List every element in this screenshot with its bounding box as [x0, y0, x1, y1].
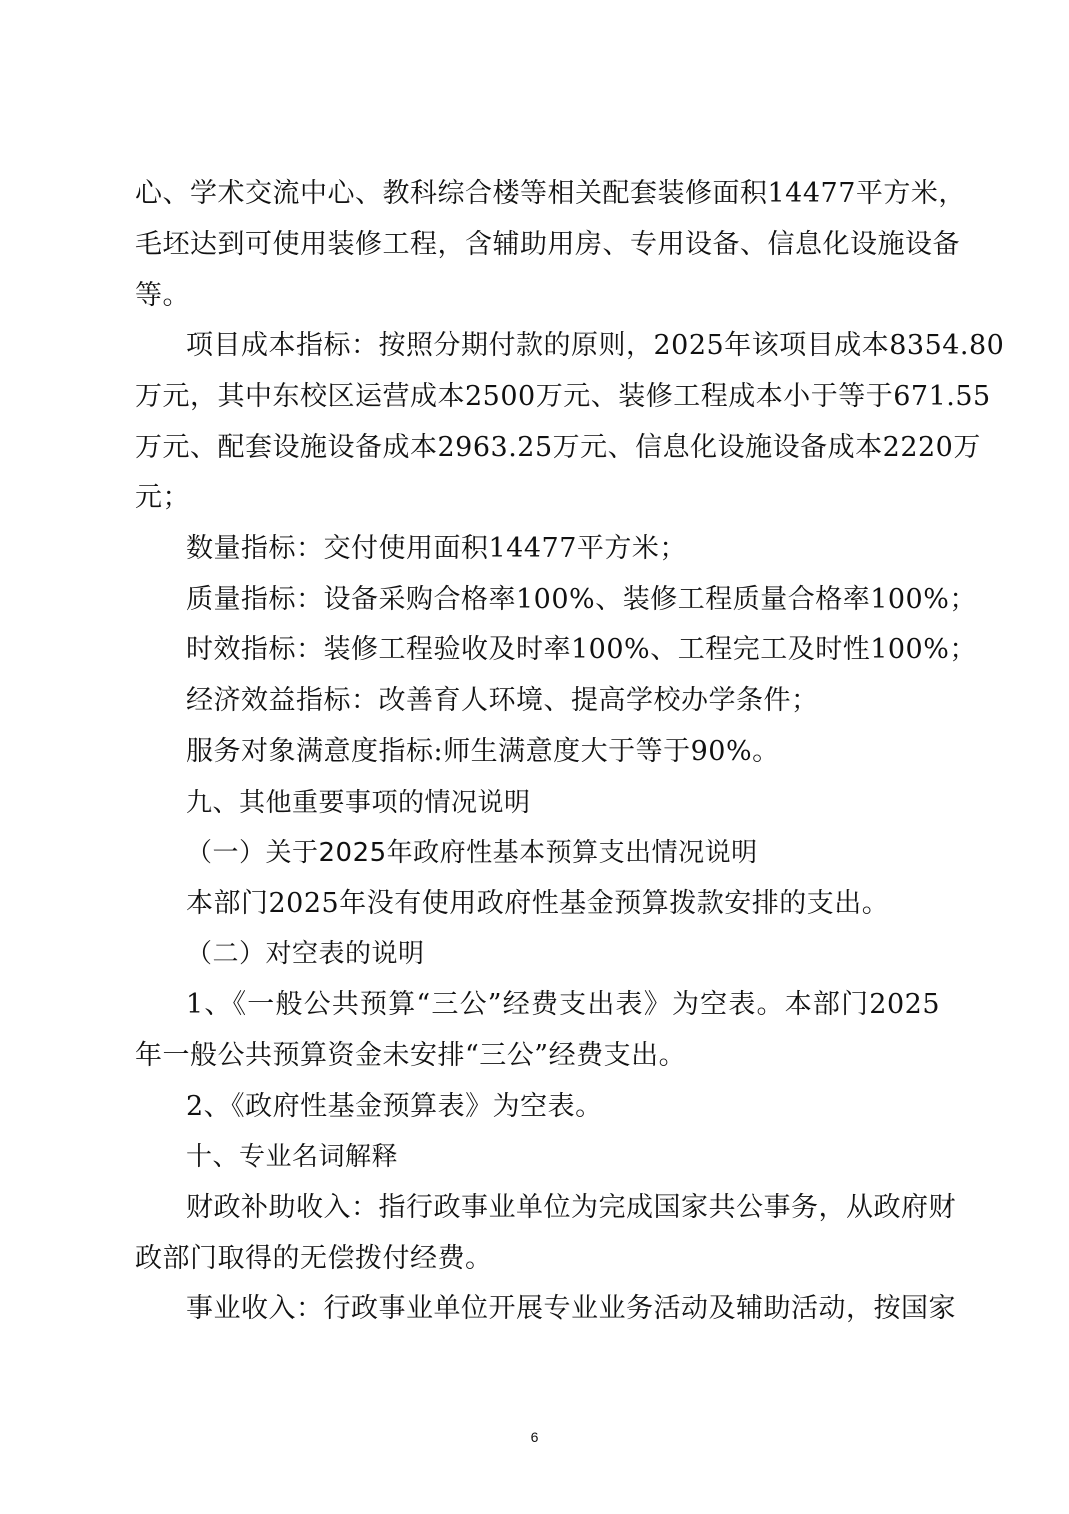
- timeliness-indicator: 时效指标：装修工程验收及时率100%、工程完工及时性100%；: [186, 634, 977, 665]
- text-line: 1、《一般公共预算“三公”经费支出表》为空表。本部门2025: [186, 989, 940, 1020]
- text-line: 等。: [135, 280, 190, 311]
- quality-indicator: 质量指标：设备采购合格率100%、装修工程质量合格率100%；: [186, 584, 977, 615]
- economic-benefit-indicator: 经济效益指标：改善育人环境、提高学校办学条件；: [186, 685, 819, 716]
- text-line: 年一般公共预算资金未安排“三公”经费支出。: [135, 1040, 687, 1071]
- text-line: 万元，其中东校区运营成本2500万元、装修工程成本小于等于671.55: [135, 381, 991, 412]
- text-line: 2、《政府性基金预算表》为空表。: [186, 1091, 603, 1122]
- quantity-indicator: 数量指标：交付使用面积14477平方米；: [186, 533, 687, 564]
- section-heading: 九、其他重要事项的情况说明: [186, 788, 531, 818]
- subsection-heading: （一）关于2025年政府性基本预算支出情况说明: [186, 838, 758, 868]
- text-line: 项目成本指标：按照分期付款的原则，2025年该项目成本8354.80: [186, 330, 1005, 361]
- text-line: 元；: [135, 482, 190, 513]
- subsection-heading: （二）对空表的说明: [186, 939, 425, 969]
- text-line: 心、学术交流中心、教科综合楼等相关配套装修面积14477平方米，: [135, 178, 966, 209]
- satisfaction-indicator: 服务对象满意度指标:师生满意度大于等于90%。: [186, 736, 780, 767]
- text-line: 财政补助收入：指行政事业单位为完成国家共公事务，从政府财: [186, 1192, 956, 1223]
- text-line: 政部门取得的无偿拨付经费。: [135, 1243, 493, 1274]
- text-line: 本部门2025年没有使用政府性基金预算拨款安排的支出。: [186, 888, 890, 919]
- page-number: 6: [530, 1429, 539, 1445]
- section-heading: 十、专业名词解释: [186, 1142, 399, 1172]
- text-line: 毛坯达到可使用装修工程，含辅助用房、专用设备、信息化设施设备: [135, 229, 960, 260]
- text-line: 事业收入：行政事业单位开展专业业务活动及辅助活动，按国家: [186, 1293, 956, 1324]
- text-line: 万元、配套设施设备成本2963.25万元、信息化设施设备成本2220万: [135, 432, 981, 463]
